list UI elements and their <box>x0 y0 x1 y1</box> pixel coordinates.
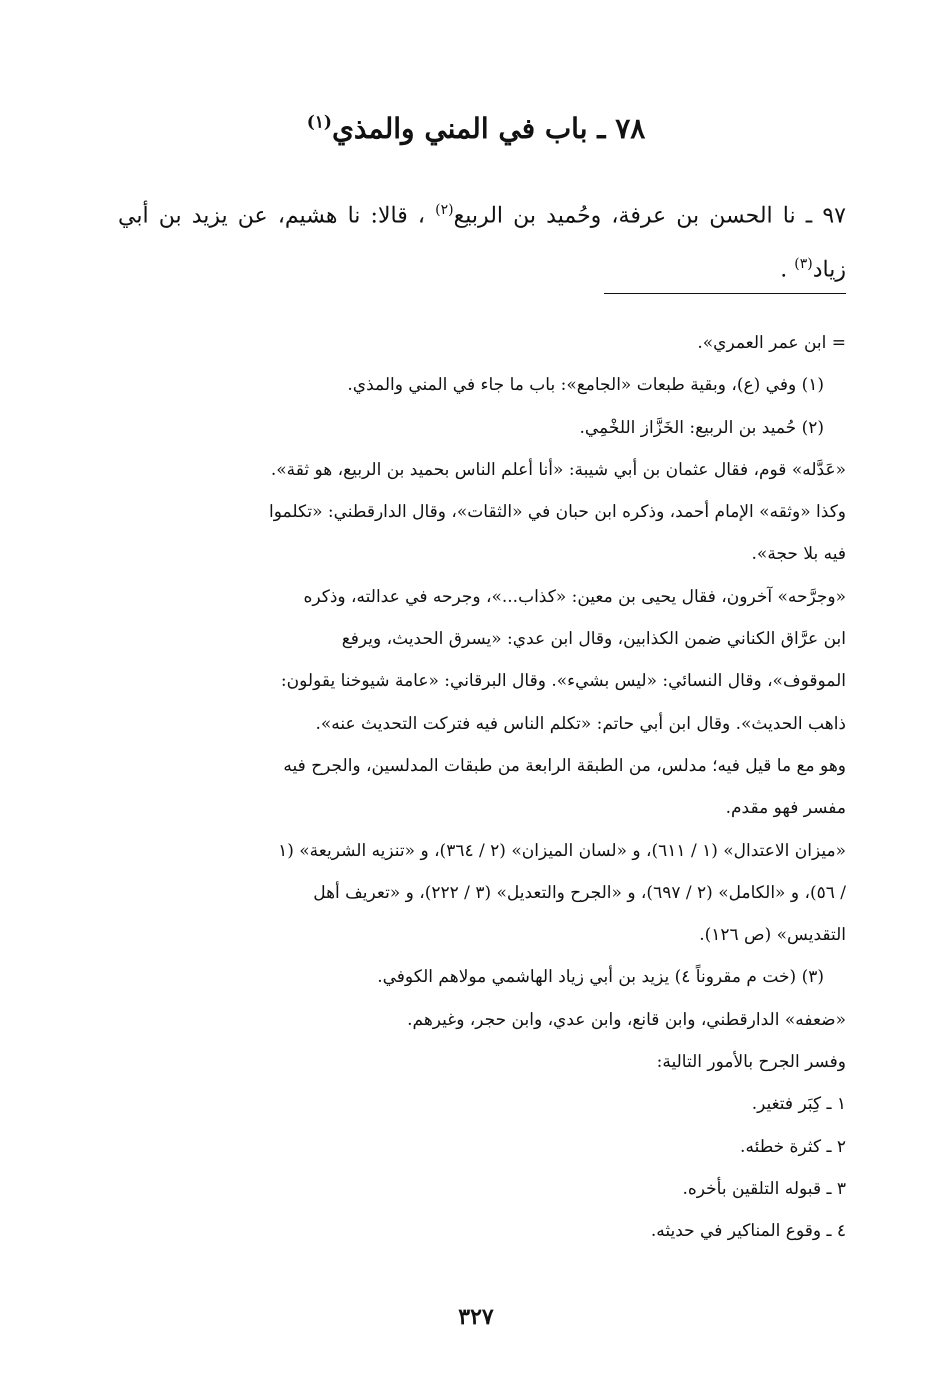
footnote-line: = ابن عمر العمري». <box>697 333 846 353</box>
footnote-line: مفسر فهو مقدم. <box>725 798 846 819</box>
hadith-text-part2: ، قالا: نا هشيم، عن يزيد بن أبي زياد <box>118 203 846 283</box>
footnote-separator <box>604 293 846 294</box>
hadith-text-part1: ٩٧ ـ نا الحسن بن عرفة، وحُميد بن الربيع <box>453 203 846 229</box>
footnote-line: (٢) حُميد بن الربيع: الخَزَّاز اللخْمِي. <box>579 417 824 438</box>
footnote-line: الموقوف»، وقال النسائي: «ليس بشيء». وقال البرقاني: «عامة شيوخنا يقولون: <box>280 671 846 692</box>
footnote-line: ٢ ـ كثرة خطئه. <box>740 1136 846 1157</box>
footnote-line: ذاهب الحديث». وقال ابن أبي حاتم: «تكلم الناس فيه فتركت التحديث عنه». <box>315 713 846 734</box>
footnote-line: ٣ ـ قبوله التلقين بأخره. <box>682 1178 846 1199</box>
footnote-line: «ميزان الاعتدال» (١ / ٦١١)، و «لسان الميزان» (٢ / ٣٦٤)، و «تنزيه الشريعة» (١ <box>278 840 846 861</box>
footnote-line: ١ ـ كِبَر فتغير. <box>751 1094 846 1115</box>
footnote-line: ابن عرَّاق الكناني ضمن الكذابين، وقال ابن عدي: «يسرق الحديث، ويرفع <box>341 629 846 650</box>
chapter-heading <box>0 112 952 145</box>
footnote-line: (١) وفي (ع)، وبقية طبعات «الجامع»: باب ما جاء في المني والمذي. <box>347 375 824 396</box>
chapter-title: ٧٨ ـ باب في المني والمذي <box>331 112 646 145</box>
footnote-ref-2: (٢) <box>435 202 454 218</box>
footnote-line: «عَدَّله» قوم، فقال عثمان بن أبي شيبة: «أنا أعلم الناس بحميد بن الربيع، هو ثقة». <box>270 459 846 480</box>
footnote-line: وكذا «وثقه» الإمام أحمد، وذكره ابن حبان في «الثقات»، وقال الدارقطني: «تكلموا <box>268 502 846 523</box>
footnote-ref-3: (٣) <box>794 256 813 273</box>
page-number: ٣٢٧ <box>458 1304 494 1330</box>
footnotes <box>118 322 846 1253</box>
footnote-line: فيه بلا حجة». <box>751 544 846 565</box>
footnote-line: «ضعفه» الدارقطني، وابن قانع، وابن عدي، وابن حجر، وغيرهم. <box>407 1009 846 1030</box>
hadith-text <box>118 186 846 295</box>
hadith-text-part3: . <box>780 257 795 283</box>
chapter-footnote-ref: (١) <box>306 112 332 133</box>
footnote-line: التقديس» (ص ١٢٦). <box>699 925 846 946</box>
footnote-line: ٤ ـ وقوع المناكير في حديثه. <box>650 1221 846 1242</box>
footnote-line: وفسر الجرح بالأمور التالية: <box>656 1052 846 1073</box>
footnote-line: (٣) (خت م مقروناً ٤) يزيد بن أبي زياد الهاشمي مولاهم الكوفي. <box>377 967 824 988</box>
footnote-line: وهو مع ما قيل فيه؛ مدلس، من الطبقة الرابعة من طبقات المدلسين، والجرح فيه <box>283 755 846 776</box>
footnote-line: / ٥٦)، و «الكامل» (٢ / ٦٩٧)، و «الجرح والتعديل» (٣ / ٢٢٢)، و «تعريف أهل <box>313 882 846 903</box>
footnote-line: «وجرَّحه» آخرون، فقال يحيى بن معين: «كذاب...»، وجرحه في عدالته، وذكره <box>303 586 846 607</box>
